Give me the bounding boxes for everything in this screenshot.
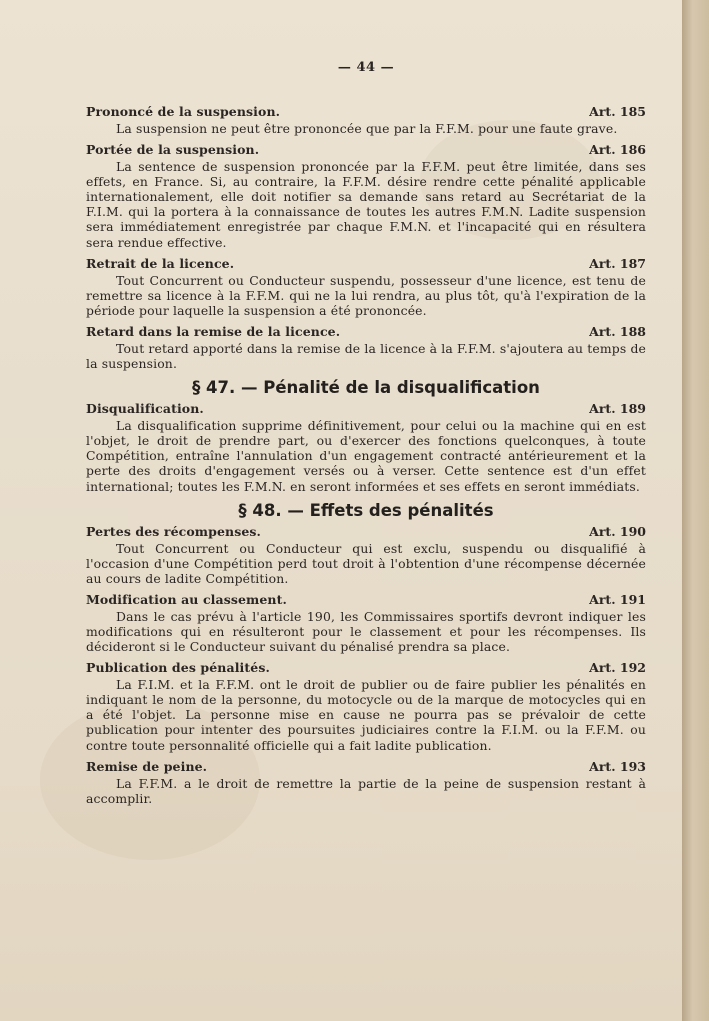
article xyxy=(86,523,646,586)
article-title: Modification au classement. xyxy=(86,591,287,607)
article-number: Art. 187 xyxy=(589,255,646,271)
article-number: Art. 192 xyxy=(589,660,646,676)
article xyxy=(86,758,646,806)
article-text: La suspension ne peut être prononcée que par la F.F.M. pour une faute grave. xyxy=(116,121,618,136)
article-header xyxy=(86,400,646,417)
section-heading: § 48. — Effets des pénalités xyxy=(238,500,494,520)
article-header xyxy=(86,255,646,272)
article xyxy=(86,103,646,136)
article-text: Tout Concurrent ou Conducteur qui est exclu, suspendu ou disqualifié à l'occasion d'une Compétition perd tout droit à l'obtention d'une récompense décernée au cours de ladite Compétition. xyxy=(86,540,646,586)
article-text: Tout Concurrent ou Conducteur suspendu, possesseur d'une licence, est tenu de remettre sa licence à la F.F.M. qui ne la lui rendra, au plus tôt, qu'à l'expiration de la période pour laquelle la suspension a été prononcée. xyxy=(86,272,646,318)
article-title: Disqualification. xyxy=(86,401,204,417)
article-text: La F.F.M. a le droit de remettre la partie de la peine de suspension restant à accomplir. xyxy=(86,775,646,806)
article xyxy=(86,591,646,654)
article-header xyxy=(86,523,646,540)
article-header xyxy=(86,141,646,158)
article-list xyxy=(86,103,646,806)
article-header xyxy=(86,591,646,608)
article-number: Art. 191 xyxy=(589,591,646,607)
article xyxy=(86,255,646,318)
article-text: Dans le cas prévu à l'article 190, les Commissaires sportifs devront indiquer les modifications qui en résulteront pour le classement et pour les récompenses. Ils décideront si le Conducteur suivant du pénalisé prendra sa place. xyxy=(86,608,646,655)
article-text: Tout retard apporté dans la remise de la licence à la F.F.M. s'ajoutera au temps de la suspension. xyxy=(86,340,647,372)
article xyxy=(86,323,646,371)
article xyxy=(86,141,646,250)
article-number: Art. 186 xyxy=(589,142,646,158)
page-edge xyxy=(682,0,709,1021)
article-number: Art. 193 xyxy=(589,758,646,774)
article-text: La sentence de suspension prononcée par la F.F.M. peut être limitée, dans ses effets, en France. Si, au contraire, la F.F.M. désire rendre cette pénalité applicable internationalement, elle doit notifier sa demande sans retard au Secrétariat de la F.I.M. qui la portera à la connaissance de toutes les autres F.M.N. Ladite suspension sera immédiatement enregistrée par chaque F.M.N. et l'incapacité qui en résultera sera rendue effective. xyxy=(86,159,646,250)
article xyxy=(86,659,646,752)
article-number: Art. 190 xyxy=(589,523,646,539)
article-number: Art. 185 xyxy=(589,104,646,119)
page-content xyxy=(86,60,646,811)
article-title: Portée de la suspension. xyxy=(86,142,260,158)
article-text: La disqualification supprime définitivement, pour celui ou la machine qui en est l'objet, le droit de prendre part, ou d'exercer des fonctions quelconques, à toute Compétition, entraîne l'annulation d'un engagement contracté antérieurement et la perte des droits d'engagement versés ou à verser. Cette sentence est d'un effet international; toutes les F.M.N. en seront informées et ses effets en seront immédiats. xyxy=(86,418,646,494)
article xyxy=(86,400,646,493)
article-title: Pertes des récompenses. xyxy=(86,523,261,539)
article-title: Prononcé de la suspension. xyxy=(86,104,281,119)
article-header xyxy=(86,323,646,340)
article-number: Art. 188 xyxy=(589,323,646,339)
article-header xyxy=(86,103,646,120)
article-title: Retrait de la licence. xyxy=(86,255,235,271)
article-title: Publication des pénalités. xyxy=(86,660,270,676)
page-number: — 44 — xyxy=(337,60,395,75)
article-number: Art. 189 xyxy=(589,401,646,417)
section-heading: § 47. — Pénalité de la disqualification xyxy=(192,378,540,398)
article-header xyxy=(86,659,646,676)
article-text: La F.I.M. et la F.F.M. ont le droit de publier ou de faire publier les pénalités en indiquant le nom de la personne, du motocycle ou de la marque de motocycles qui en a été l'objet. La personne mise en cause ne pourra pas se prévaloir de cette publication pour intenter des poursuites judiciaires contre la F.I.M. ou la F.F.M. ou contre toute personnalité officielle qui a fait ladite publication. xyxy=(86,677,646,753)
article-header xyxy=(86,758,646,775)
article-title: Retard dans la remise de la licence. xyxy=(86,323,341,339)
article-title: Remise de peine. xyxy=(86,758,208,774)
